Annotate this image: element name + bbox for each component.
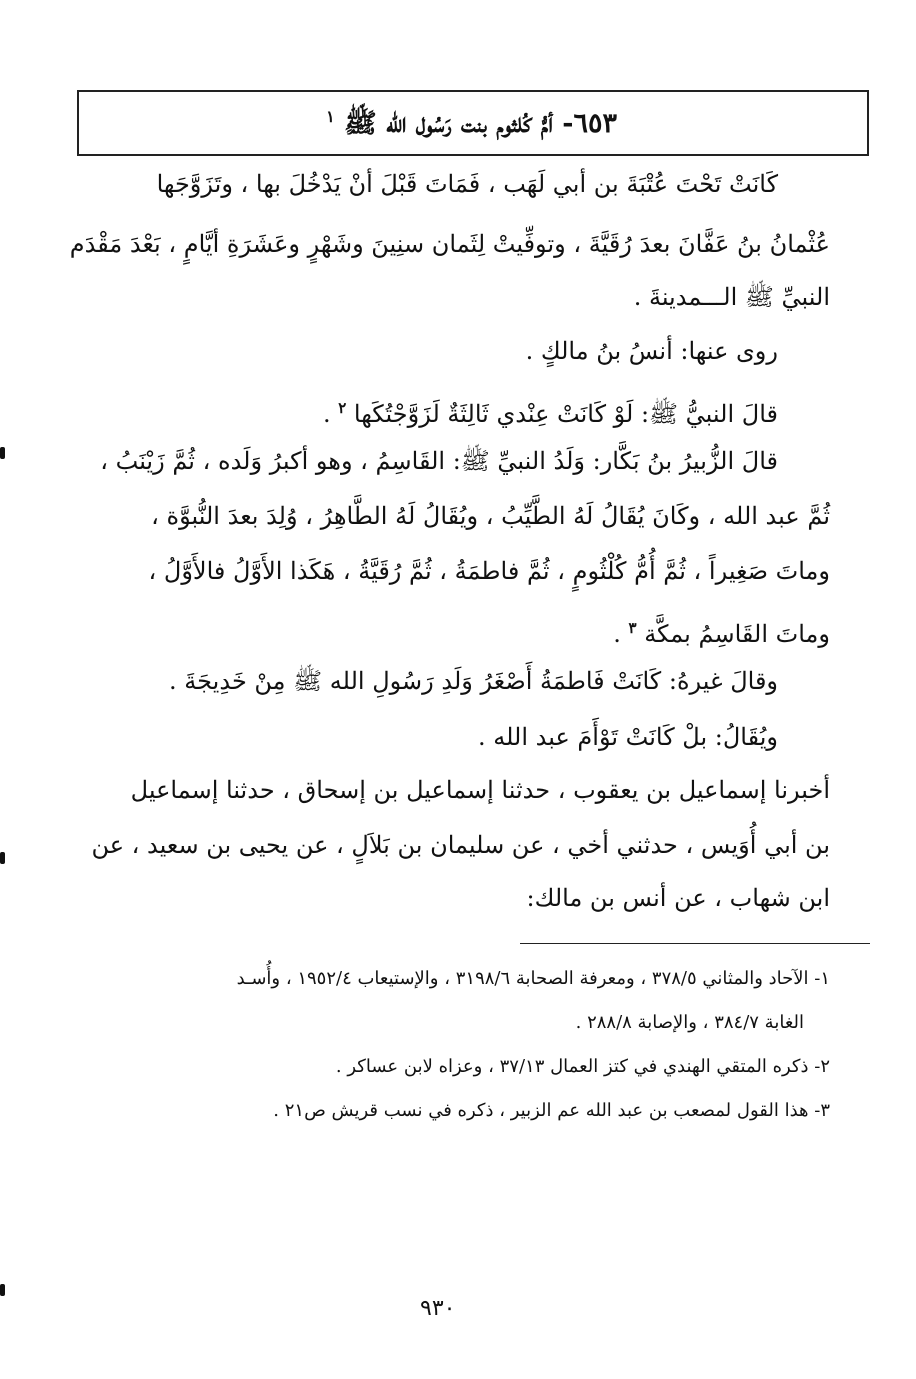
body-line-1: كَانَتْ تَحْتَ عُتْبَةَ بن أبي لَهَب ، فَمَاتَ قَبْلَ أنْ يَدْخُلَ بها ، وتَزَوَّجَها bbox=[156, 170, 778, 198]
entry-heading-box bbox=[77, 90, 869, 156]
scan-edge-mark bbox=[0, 447, 5, 459]
body-line-2: عُثْمانُ بنُ عَفَّانَ بعدَ رُقَيَّةَ ، وتوفِّيتْ لِثَمان سنِينَ وشَهْرٍ وعَشَرَةِ أيَّامٍ ، بَعْدَ مَقْدَم bbox=[69, 230, 830, 258]
body-line-9-text: وماتَ القَاسِمُ بمكَّة bbox=[644, 620, 830, 648]
footnote-2: ٢- ذكره المتقي الهندي في كتز العمال ٣٧/١٣ ، وعزاه لابن عساكر . bbox=[335, 1056, 830, 1077]
body-line-5-end: . bbox=[322, 400, 339, 428]
body-line-9 bbox=[613, 612, 830, 650]
entry-title-text: ٦٥٣- أمُّ كُلثوم بنت رَسُول الله ﷺ bbox=[344, 108, 617, 139]
body-line-9-end: . bbox=[613, 620, 629, 648]
body-line-11: ويُقَالُ: بلْ كَانَتْ تَوْأَمَ عبد الله . bbox=[477, 723, 778, 751]
scan-edge-mark bbox=[0, 1284, 5, 1296]
body-line-14: ابن شهاب ، عن أنس بن مالك: bbox=[526, 884, 830, 912]
body-line-4: روى عنها: أنسُ بنُ مالكٍ . bbox=[525, 337, 778, 365]
body-line-10: وقالَ غيرهُ: كَانَتْ فَاطمَةُ أَصْغَرُ وَلَدِ رَسُولِ الله ﷺ مِنْ خَدِيجَةَ . bbox=[169, 667, 778, 695]
footnote-1-continued: الغابة ٣٨٤/٧ ، والإصابة ٢٨٨/٨ . bbox=[575, 1012, 804, 1033]
body-line-5 bbox=[323, 392, 778, 430]
body-line-5-text: قالَ النبيُّ ﷺ: لَوْ كَانَتْ عِنْدي ثَالِثَةٌ لَزَوَّجْتُكَها bbox=[353, 400, 778, 428]
page-number: ٩٣٠ bbox=[420, 1296, 456, 1321]
entry-title bbox=[326, 106, 617, 146]
body-line-8: وماتَ صَغِيراً ، ثُمَّ أُمُّ كُلْثُومٍ ، ثُمَّ فاطمَةُ ، ثُمَّ رُقَيَّةُ ، هَكَذا الأَوَّلُ فالأَوَّلُ ، bbox=[148, 557, 830, 585]
scan-edge-mark bbox=[0, 852, 5, 864]
footnote-ref-2: ٢ bbox=[338, 399, 347, 417]
footnote-ref-3: ٣ bbox=[628, 619, 637, 637]
body-line-6: قالَ الزُّبيرُ بنُ بَكَّار: وَلَدُ النبيِّ ﷺ: القَاسِمُ ، وهو أكبرُ وَلَده ، ثُمَّ زَيْنَبُ ، bbox=[100, 447, 778, 475]
body-line-12: أخبرنا إسماعيل بن يعقوب ، حدثنا إسماعيل بن إسحاق ، حدثنا إسماعيل bbox=[130, 776, 830, 804]
footnote-separator bbox=[520, 943, 870, 944]
body-line-13: بن أبي أُوَيس ، حدثني أخي ، عن سليمان بن بَلاَلٍ ، عن يحيى بن سعيد ، عن bbox=[91, 831, 830, 859]
footnote-1: ١- الآحاد والمثاني ٣٧٨/٥ ، ومعرفة الصحابة ٣١٩٨/٦ ، والإستيعاب ١٩٥٢/٤ ، وأُسـد bbox=[236, 968, 830, 989]
body-line-3: النبيِّ ﷺ الـــمدينةَ . bbox=[633, 283, 830, 311]
footnote-ref-1: ١ bbox=[326, 107, 335, 126]
body-line-7: ثُمَّ عبد الله ، وكَانَ يُقَالُ لَهُ الطَّيِّبُ ، ويُقَالُ لَهُ الطَّاهِرُ ، وُلِدَ بعدَ النُّبوَّة ، bbox=[151, 502, 830, 530]
footnote-3: ٣- هذا القول لمصعب بن عبد الله عم الزبير ، ذكره في نسب قريش ص٢١ . bbox=[273, 1100, 830, 1121]
